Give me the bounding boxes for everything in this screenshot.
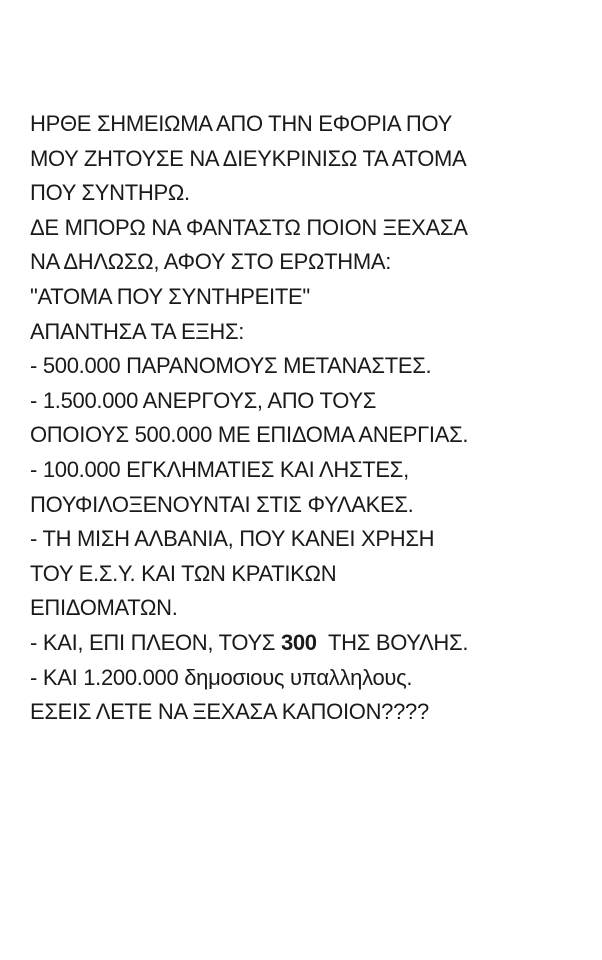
text-line: ΕΠΙΔΟΜΑΤΩΝ. bbox=[30, 595, 178, 621]
text-line: "ΑΤΟΜΑ ΠΟΥ ΣΥΝΤΗΡΕΙΤΕ" bbox=[30, 283, 310, 309]
text-line: ΠΟΥΦΙΛΟΞΕΝΟΥΝΤΑΙ ΣΤΙΣ ΦΥΛΑΚΕΣ. bbox=[30, 491, 414, 517]
note-text bbox=[30, 107, 590, 730]
text-segment: ΤΗΣ ΒΟΥΛΗΣ. bbox=[316, 629, 469, 655]
text-line: ΝΑ ΔΗΛΩΣΩ, ΑΦΟΥ ΣΤΟ ΕΡΩΤΗΜΑ: bbox=[30, 249, 392, 275]
text-line: - ΚΑΙ 1.200.000 δημοσιους υπαλληλους. bbox=[30, 664, 413, 690]
text-line: ΔΕ ΜΠΟΡΩ ΝΑ ΦΑΝΤΑΣΤΩ ΠΟΙΟΝ ΞΕΧΑΣΑ bbox=[30, 214, 468, 240]
text-segment: - ΚΑΙ, ΕΠΙ ΠΛΕΟΝ, ΤΟΥΣ bbox=[30, 629, 281, 655]
text-line: - ΤΗ ΜΙΣΗ ΑΛΒΑΝΙΑ, ΠΟΥ ΚΑΝΕΙ ΧΡΗΣΗ bbox=[30, 526, 435, 552]
text-line: ΑΠΑΝΤΗΣΑ ΤΑ ΕΞΗΣ: bbox=[30, 318, 245, 344]
text-line: - 500.000 ΠΑΡΑΝΟΜΟΥΣ ΜΕΤΑΝΑΣΤΕΣ. bbox=[30, 353, 432, 379]
bold-number-300: 300 bbox=[280, 629, 317, 655]
text-line: ΟΠΟΙΟΥΣ 500.000 ΜΕ ΕΠΙΔΟΜΑ ΑΝΕΡΓΙΑΣ. bbox=[30, 422, 469, 448]
text-line: - 100.000 ΕΓΚΛΗΜΑΤΙΕΣ ΚΑΙ ΛΗΣΤΕΣ, bbox=[30, 456, 409, 482]
text-line: - 1.500.000 ΑΝΕΡΓΟΥΣ, ΑΠΟ ΤΟΥΣ bbox=[30, 387, 377, 413]
text-line: ΠΟΥ ΣΥΝΤΗΡΩ. bbox=[30, 180, 190, 206]
text-line: ΤΟΥ Ε.Σ.Υ. ΚΑΙ ΤΩΝ ΚΡΑΤΙΚΩΝ bbox=[30, 560, 337, 586]
text-line-300 bbox=[30, 626, 590, 661]
text-line: ΗΡΘΕ ΣΗΜΕΙΩΜΑ ΑΠΟ ΤΗΝ ΕΦΟΡΙΑ ΠΟΥ bbox=[30, 111, 452, 136]
text-line: ΕΣΕΙΣ ΛΕΤΕ ΝΑ ΞΕΧΑΣΑ ΚΑΠΟΙΟΝ???? bbox=[30, 699, 429, 725]
text-line: ΜΟΥ ΖΗΤΟΥΣΕ ΝΑ ΔΙΕΥΚΡΙΝΙΣΩ ΤΑ ΑΤΟΜΑ bbox=[30, 145, 467, 171]
